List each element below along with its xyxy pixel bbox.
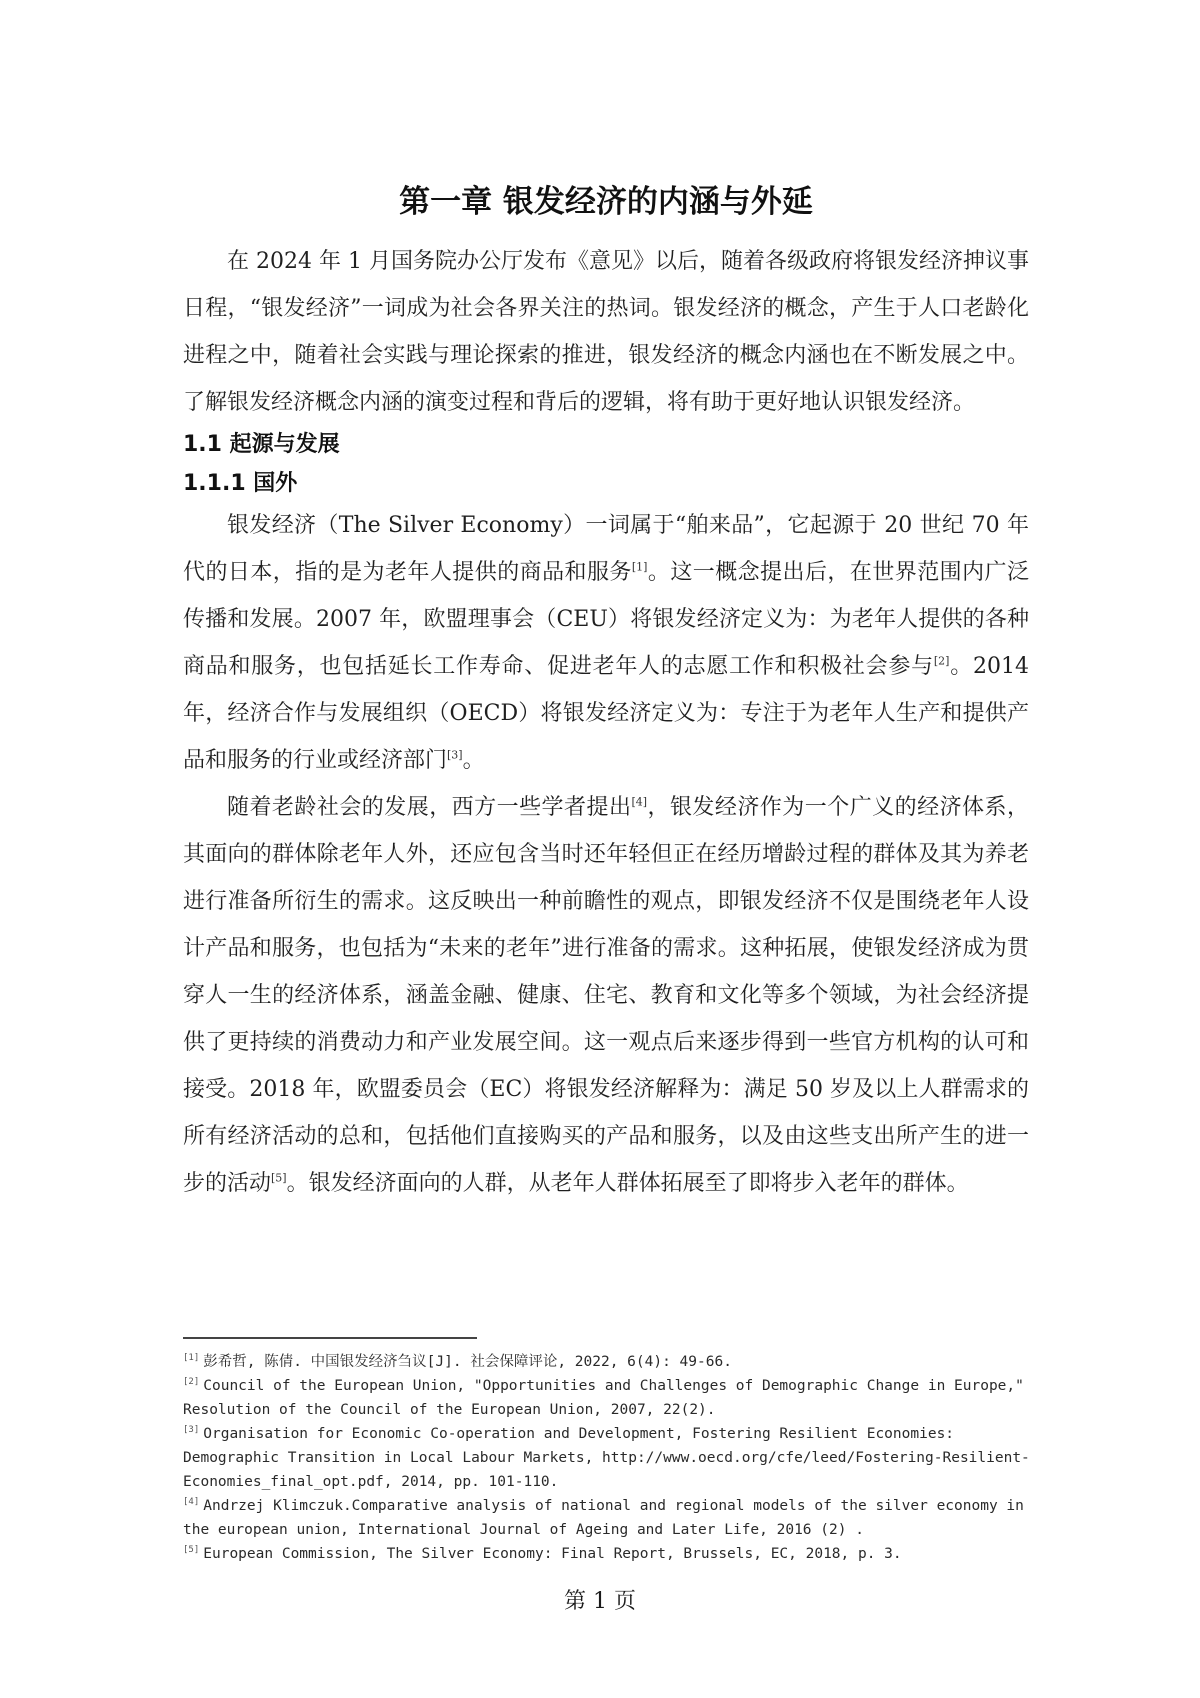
footnote-item	[183, 1494, 1043, 1542]
footnote-text: Council of the European Union, "Opportunities and Challenges of Demographic Change in Europe," Resolution of the Council of the European Union, 2007, 22(2).	[183, 1378, 1024, 1418]
footnote-text: Organisation for Economic Co-operation and Development, Fostering Resilient Economies: Demographic Transition in Local Labour Markets, http://www.oecd.org/cfe/leed/Fostering-Resilient-Economies_final_opt.pdf, 2014, pp. 101-110.	[183, 1426, 1030, 1490]
footnote-ref-5[interactable]: [5]	[271, 1171, 287, 1185]
section-heading-1-1-1: 1.1.1 国外	[183, 471, 298, 496]
footnote-ref-2[interactable]: [2]	[933, 654, 950, 668]
paragraph-text: ，银发经济作为一个广义的经济体系，其面向的群体除老年人外，还应包含当时还年轻但正在经历增龄过程的群体及其为养老进行准备所衍生的需求。这反映出一种前瞻性的观点，即银发经济不仅是围绕老年人设计产品和服务，也包括为“未来的老年”进行准备的需求。这种拓展，使银发经济成为贯穿人一生的经济体系，涵盖金融、健康、住宅、教育和文化等多个领域，为社会经济提供了更持续的消费动力和产业发展空间。这一观点后来逐步得到一些官方机构的认可和接受。2018 年，欧盟委员会（EC）将银发经济解释为：满足 50 岁及以上人群需求的所有经济活动的总和，包括他们直接购买的产品和服务，以及由这些支出所产生的进一步的活动	[183, 795, 1029, 1196]
footnote-ref-1[interactable]: [1]	[631, 560, 648, 574]
paragraph-text: 。这一概念提出后，在世界范围内广泛传播和发展。2007 年，欧盟理事会（CEU）将银发经济定义为：为老年人提供的各种商品和服务，也包括延长工作寿命、促进老年人的志愿工作和积极社会参与	[183, 560, 1029, 679]
footnote-item	[183, 1374, 1043, 1422]
section-heading-1-1: 1.1 起源与发展	[183, 432, 340, 457]
footnote-mark: [2]	[183, 1377, 200, 1388]
footnote-text: European Commission, The Silver Economy: Final Report, Brussels, EC, 2018, p. 3.	[203, 1546, 902, 1562]
footnote-item	[183, 1542, 1043, 1566]
paragraph-development	[183, 784, 1029, 1207]
paragraph-origin	[183, 502, 1029, 784]
footnote-mark: [5]	[183, 1545, 200, 1556]
paragraph-text: 随着老龄社会的发展，西方一些学者提出	[227, 795, 632, 820]
footnote-separator	[183, 1337, 477, 1339]
footnote-text: 彭希哲, 陈倩. 中国银发经济刍议[J]. 社会保障评论, 2022, 6(4): 49-66.	[203, 1354, 732, 1370]
footnote-mark: [4]	[183, 1497, 200, 1508]
paragraph-text: 。	[462, 748, 485, 773]
paragraph-text: 。银发经济面向的人群，从老年人群体拓展至了即将步入老年的群体。	[286, 1171, 969, 1196]
intro-paragraph: 在 2024 年 1 月国务院办公厅发布《意见》以后，随着各级政府将银发经济抻议事日程，“银发经济”一词成为社会各界关注的热词。银发经济的概念，产生于人口老龄化进程之中，随着社会实践与理论探索的推进，银发经济的概念内涵也在不断发展之中。了解银发经济概念内涵的演变过程和背后的逻辑，将有助于更好地认识银发经济。	[183, 249, 1029, 415]
footnote-text: Andrzej Klimczuk.Comparative analysis of national and regional models of the silver economy in the european union, International Journal of Ageing and Later Life, 2016 (2) .	[183, 1498, 1024, 1538]
footnote-item	[183, 1350, 1043, 1374]
footnote-ref-4[interactable]: [4]	[631, 795, 648, 809]
footnote-mark: [1]	[183, 1353, 200, 1364]
paragraph-text: 银发经济（The Silver Economy）一词属于“舶来品”，它起源于 20 世纪 70 年代的日本，指的是为老年人提供的商品和服务	[183, 513, 1029, 585]
footnote-ref-3[interactable]: [3]	[447, 748, 463, 762]
main-content	[183, 150, 1029, 1207]
paragraph-text: 。2014 年，经济合作与发展组织（OECD）将银发经济定义为：专注于为老年人生产和提供产品和服务的行业或经济部门	[183, 654, 1029, 773]
footnote-mark: [3]	[183, 1425, 200, 1436]
footnotes	[183, 1350, 1043, 1566]
footnote-item	[183, 1422, 1043, 1494]
page-number: 第 1 页	[564, 1589, 636, 1614]
chapter-title: 第一章 银发经济的内涵与外延	[399, 184, 813, 220]
